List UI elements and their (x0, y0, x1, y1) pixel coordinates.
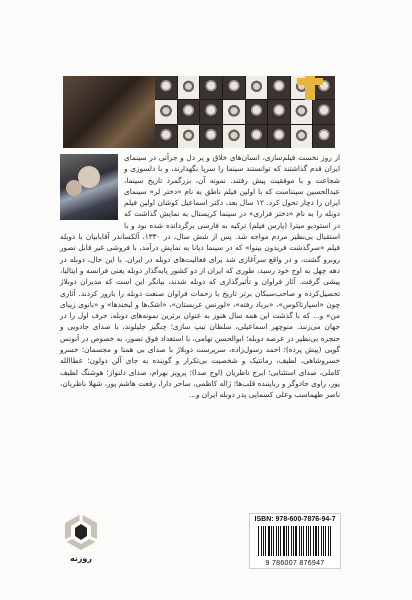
barcode-bar (265, 526, 266, 556)
barcode-bar (288, 526, 289, 556)
barcode-bar (318, 526, 319, 556)
barcode-bar (286, 526, 287, 556)
portrait (155, 100, 177, 123)
portrait (246, 76, 268, 99)
barcode-bar (280, 526, 281, 556)
portrait (223, 100, 245, 123)
barcode-bar (261, 526, 262, 556)
person-figure (66, 180, 82, 196)
barcode-bar (278, 526, 279, 556)
portrait (313, 100, 335, 123)
portrait (268, 100, 290, 123)
portrait (223, 76, 245, 99)
barcode-bar (271, 526, 272, 556)
inset-photo (60, 154, 118, 220)
portrait (313, 125, 335, 148)
portrait (200, 76, 222, 99)
portrait (246, 125, 268, 148)
barcode-bar (310, 526, 311, 556)
portrait (200, 125, 222, 148)
barcode-bar (303, 526, 304, 556)
publisher-logo-icon (61, 512, 101, 552)
crowd-photo (63, 76, 159, 148)
barcode-bar (301, 526, 302, 556)
barcode-bar (306, 526, 307, 556)
portrait (178, 125, 200, 148)
publisher-name: روزنه (69, 554, 93, 563)
portrait (178, 100, 200, 123)
barcode-bar (321, 526, 322, 556)
portrait (155, 76, 177, 99)
barcode-bar (291, 526, 292, 556)
barcode-bar (293, 526, 294, 556)
barcode-bar (276, 526, 277, 556)
barcode-bar (273, 526, 274, 556)
portrait (200, 100, 222, 123)
barcode-bar (308, 526, 309, 556)
portrait (178, 76, 200, 99)
portrait (155, 125, 177, 148)
portrait (223, 125, 245, 148)
barcode-bar (268, 526, 270, 556)
isbn-barcode (249, 513, 341, 569)
cross-decoration-bar (297, 78, 323, 85)
barcode-bar (330, 526, 331, 556)
body-paragraph: از روز نخست فیلم‌سازی، انسان‌های خلاق و پر دل و جرأتی در سینمای ایران قدم گذاشتند که توانستند سینما را سرپا نگهدارند، و با دلسوزی و شجاعت و با موفقیت پیش رفتند. نمونه آن، بزرگمرد تاریخ سینما، عبدالحسین سپنتاست که با اولین فیلم ناطق به نام «دختر لر» سینمای ایران را دچار تحول کرد. ۱۲ سال بعد، دکتر اسماعیل کوشان اولین فیلم دوبله را به نام «دختر فراری» در سینما کریستال به نمایش گذاشت که در استودیو میترا (پارس فیلم) ترکیه به فارسی برگردانده شده بود و با استقبال بی‌نظیر مردم مواجه شد. پس از شش سال، در ۱۳۳۰، آلکساندر آقابابیان با دوبله فیلم «سرگذشت فریدون بینوا» که در سینما دیانا به نمایش درآمد، با فروشی غیر قابل تصور روبرو گشت، و در واقع سرآغازی شد برای فعالیت‌های دوبله در ایران. با این حال، دوبله در دهه چهل به اوج خود رسید، طوری که ایران از دو کشور پایه‌گذار دوبله یعنی فرانسه و ایتالیا، پیشی گرفت. آثار فراوان و تأثیرگذاری که دوبله شدند، بیانگر این است که مدیران دوبلاژ تحصیل‌کرده و صاحب‌سبکان برتر تاریخ با زحمات فراوان صنعت دوبله را بارور کردند. آثاری چون «اسپارتاکوس»، «برباد رفته»، «لورنس عربستان»، «اشک‌ها و لبخندها» و «بانوی زیبای من» و... که با گذشت این همه سال هنوز به عنوان برترین نمونه‌های دوبله، حرف اول را در جهان می‌زنند. منوچهر اسماعیلی، سلطان تیپ سازی؛ چنگیز جلیلوند، با صدای جادویی و حنجره بی‌نظیر در عرصه دوبله؛ ابوالحسن تهامی، با استعداد فوق تصور، به خصوص در آنونس گویی (پیش پرده)؛ احمد رسول‌زاده، سرپرست دوبلاژ با صدای بی همتا و مجسمان؛ خسرو خسروشاهی، لطیف، رمانتیک و شخصیت بی‌تکرار و گوینده به جای آلن دولون؛ عطاالله کاملی، صدای استثنایی؛ ایرج ناظریان (اوج صدا)؛ پرویز بهرام، صدای دلنواز؛ هوشنگ لطیف پور، راوی جادوگر و ربایننده قلب‌ها؛ ژاله کاظمی، ساحر دارا، رفعت هاشم پور، شهلا ناظریان، ناصر طهماسب وعلی کسمایی پدر دوبله ایران و... (60, 153, 340, 400)
barcode-bars (258, 526, 332, 556)
barcode-bar (315, 526, 317, 556)
isbn-label: ISBN: 978-600-7876-94-7 (254, 516, 336, 523)
barcode-bar (313, 526, 314, 556)
publisher-logo (61, 512, 101, 568)
barcode-bar (258, 526, 259, 556)
barcode-bar (299, 526, 300, 556)
barcode-bar (323, 526, 324, 556)
portrait (291, 100, 313, 123)
cover-photo-collage (63, 76, 335, 148)
portrait (268, 76, 290, 99)
barcode-bar (283, 526, 285, 556)
barcode-bar (295, 526, 297, 556)
barcode-bar (263, 526, 264, 556)
portrait (246, 100, 268, 123)
barcode-bar (325, 526, 326, 556)
portrait (291, 125, 313, 148)
portrait (268, 125, 290, 148)
barcode-bar (328, 526, 329, 556)
back-cover-text (60, 152, 340, 401)
isbn-digits: 9 786007 876947 (265, 560, 325, 567)
